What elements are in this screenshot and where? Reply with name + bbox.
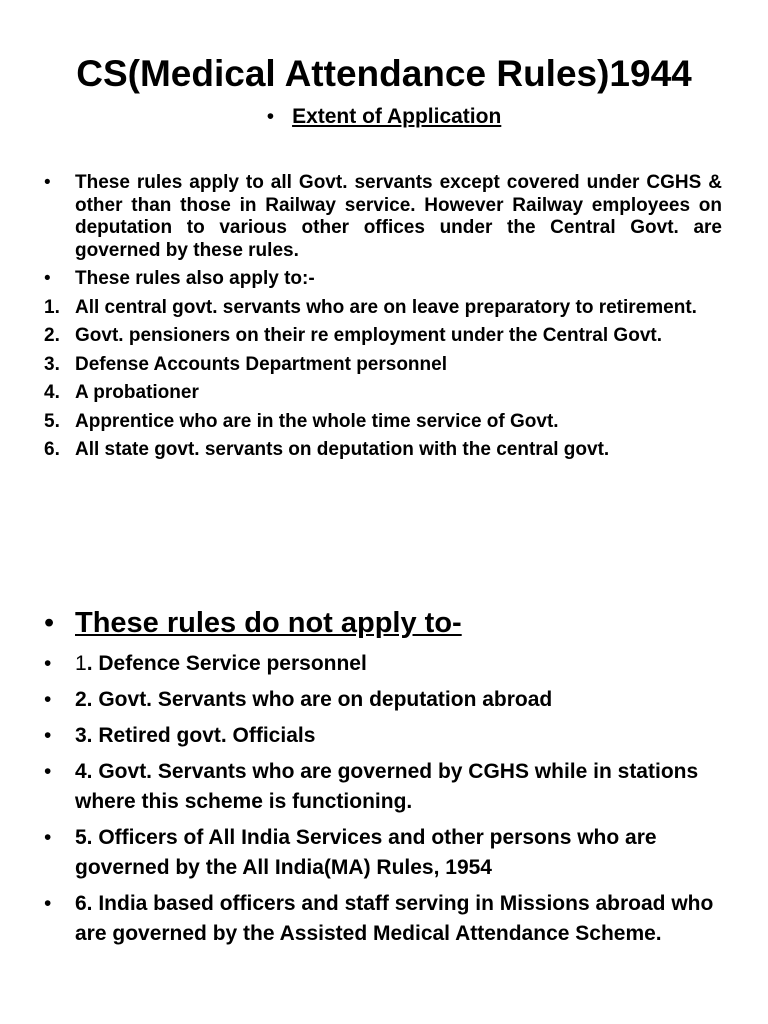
numbered-item xyxy=(44,354,722,377)
numbered-item xyxy=(44,411,722,434)
item-number: 2. xyxy=(44,325,60,346)
exclusion-lead: 1 xyxy=(75,652,87,675)
application-section xyxy=(44,172,722,462)
exclusion-text xyxy=(75,649,734,679)
item-text: All central govt. servants who are on leave preparatory to retirement. xyxy=(75,296,697,318)
intro-text: These rules apply to all Govt. servants except covered under CGHS & other than those in Railway service. However Railway employees on deputation to various other offices under the Central Govt. are governed by these rules. xyxy=(75,172,722,261)
exclusions-heading-text: These rules do not apply to- xyxy=(75,607,462,639)
item-text: Defense Accounts Department personnel xyxy=(75,353,447,375)
item-number: 3. xyxy=(44,353,60,375)
page-title: CS(Medical Attendance Rules)1944 xyxy=(76,53,692,94)
item-number: 1. xyxy=(44,296,60,318)
exclusion-text: 2. Govt. Servants who are on deputation abroad xyxy=(75,688,553,711)
bullet-marker: • xyxy=(44,826,52,849)
item-number: 4. xyxy=(44,382,60,403)
bullet-marker: • xyxy=(44,652,52,675)
bullet-marker: • xyxy=(44,724,52,747)
exclusion-item xyxy=(44,757,734,817)
subtitle-text: Extent of Application xyxy=(292,105,502,128)
item-text: Govt. pensioners on their re employment under the Central Govt. xyxy=(75,325,662,346)
exclusions-section xyxy=(44,603,734,949)
exclusion-text: 6. India based officers and staff serving in Missions abroad who are governed by the Assisted Medical Attendance Scheme. xyxy=(75,892,714,945)
exclusion-text: 4. Govt. Servants who are governed by CGHS while in stations where this scheme is functioning. xyxy=(75,760,699,813)
numbered-item xyxy=(44,439,722,462)
item-text: Apprentice who are in the whole time service of Govt. xyxy=(75,410,559,432)
also-apply-text: These rules also apply to:- xyxy=(75,268,315,289)
exclusion-item xyxy=(44,889,734,949)
bullet-marker: • xyxy=(44,892,52,915)
item-number: 5. xyxy=(44,410,60,432)
bullet-marker: • xyxy=(44,688,52,711)
exclusion-item xyxy=(44,685,734,715)
numbered-item xyxy=(44,382,722,405)
intro-paragraph xyxy=(44,172,722,262)
exclusions-heading xyxy=(44,603,734,643)
item-text: A probationer xyxy=(75,382,199,403)
bullet-marker: • xyxy=(44,172,51,193)
numbered-item xyxy=(44,297,722,320)
bullet-marker: • xyxy=(44,607,55,639)
exclusion-text: 5. Officers of All India Services and other persons who are governed by the All India(MA) Rules, 1954 xyxy=(75,826,657,879)
item-text: All state govt. servants on deputation with the central govt. xyxy=(75,439,610,460)
numbered-item xyxy=(44,325,722,348)
exclusion-item xyxy=(44,823,734,883)
exclusion-item xyxy=(44,649,734,679)
exclusion-body: . Defence Service personnel xyxy=(86,652,367,675)
bullet-marker: • xyxy=(266,105,275,128)
also-apply-line xyxy=(44,268,722,291)
item-number: 6. xyxy=(44,439,60,460)
subtitle xyxy=(0,103,768,131)
bullet-marker: • xyxy=(44,268,51,289)
exclusion-item xyxy=(44,721,734,751)
exclusion-text: 3. Retired govt. Officials xyxy=(75,724,316,747)
bullet-marker: • xyxy=(44,760,52,783)
